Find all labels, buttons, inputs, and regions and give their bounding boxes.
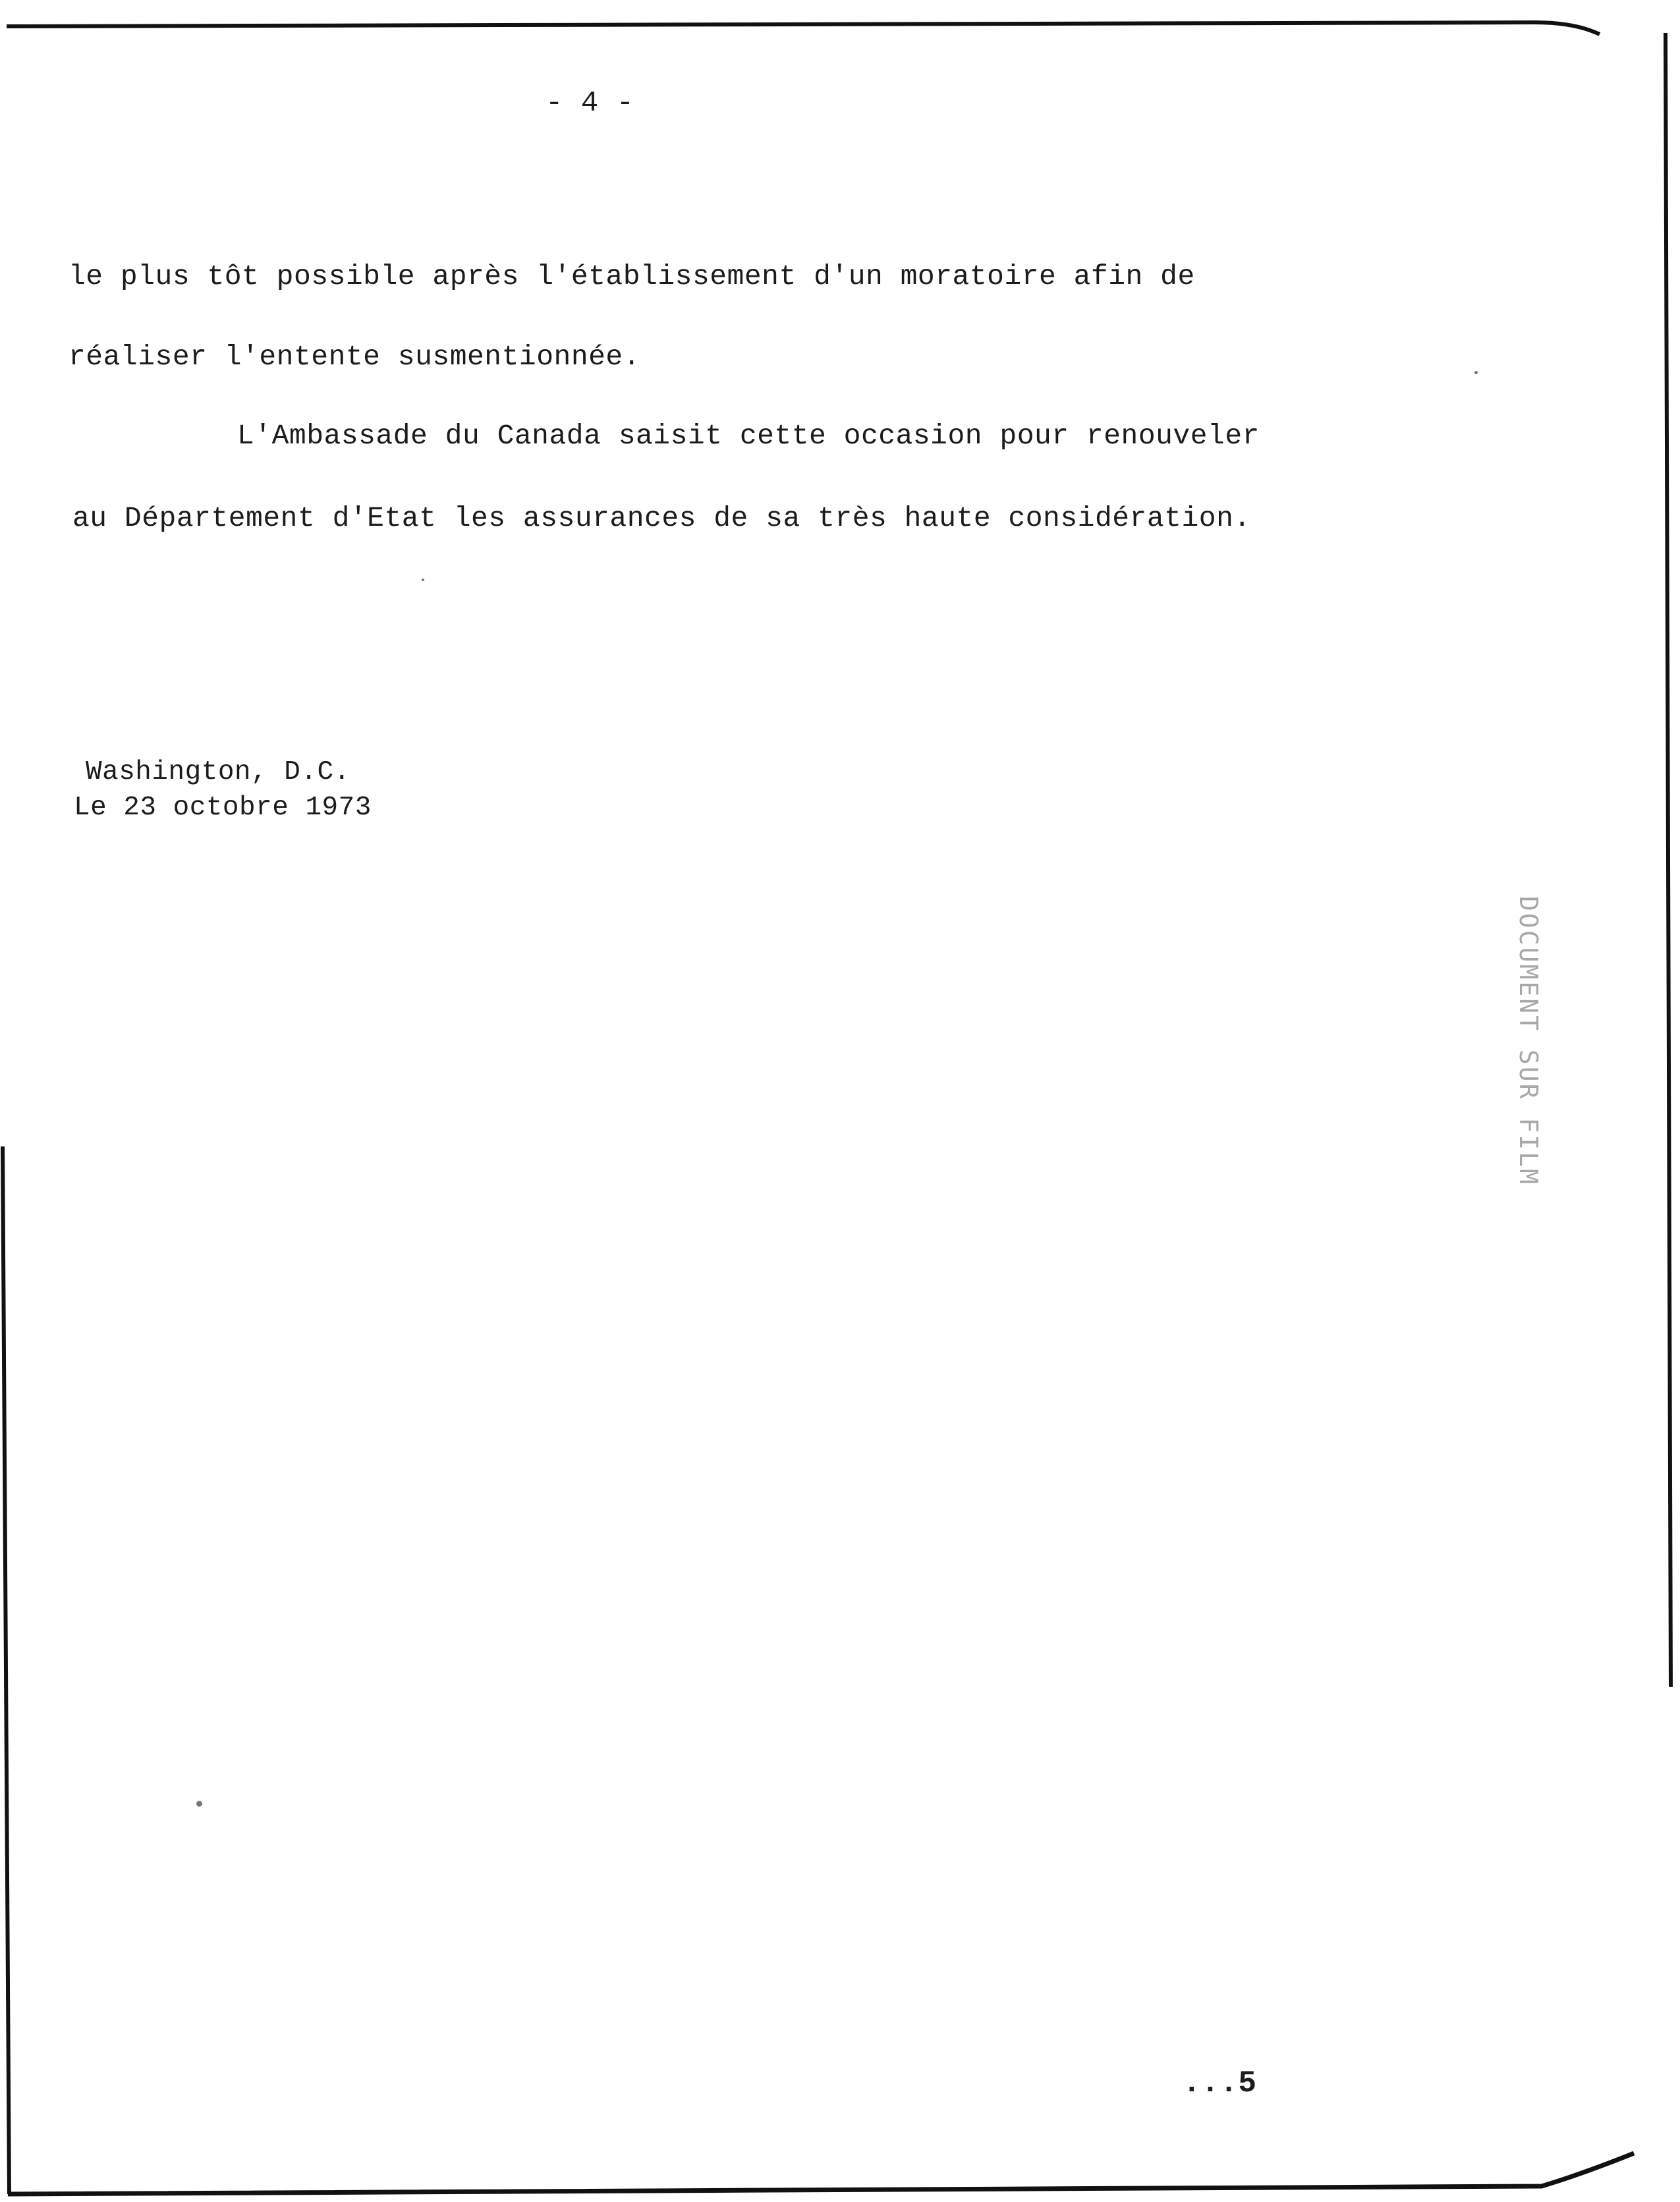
date-line: Le 23 octobre 1973 <box>74 793 372 823</box>
page-number: - 4 - <box>546 87 634 120</box>
place-line: Washington, D.C. <box>86 757 350 787</box>
body-line-3: L'Ambassade du Canada saisit cette occasion pour renouveler <box>237 420 1260 452</box>
ink-speck <box>196 1801 202 1807</box>
continuation-marker: ...5 <box>1183 2066 1257 2101</box>
ink-speck <box>422 579 424 581</box>
body-line-2: réaliser l'entente susmentionnée. <box>69 341 641 373</box>
side-stamp: DOCUMENT SUR FILM <box>1514 896 1543 1186</box>
body-line-1: le plus tôt possible après l'établissement d'un moratoire afin de <box>69 260 1195 293</box>
ink-speck <box>1474 371 1478 374</box>
body-line-4: au Département d'Etat les assurances de sa très haute considération. <box>72 502 1251 534</box>
